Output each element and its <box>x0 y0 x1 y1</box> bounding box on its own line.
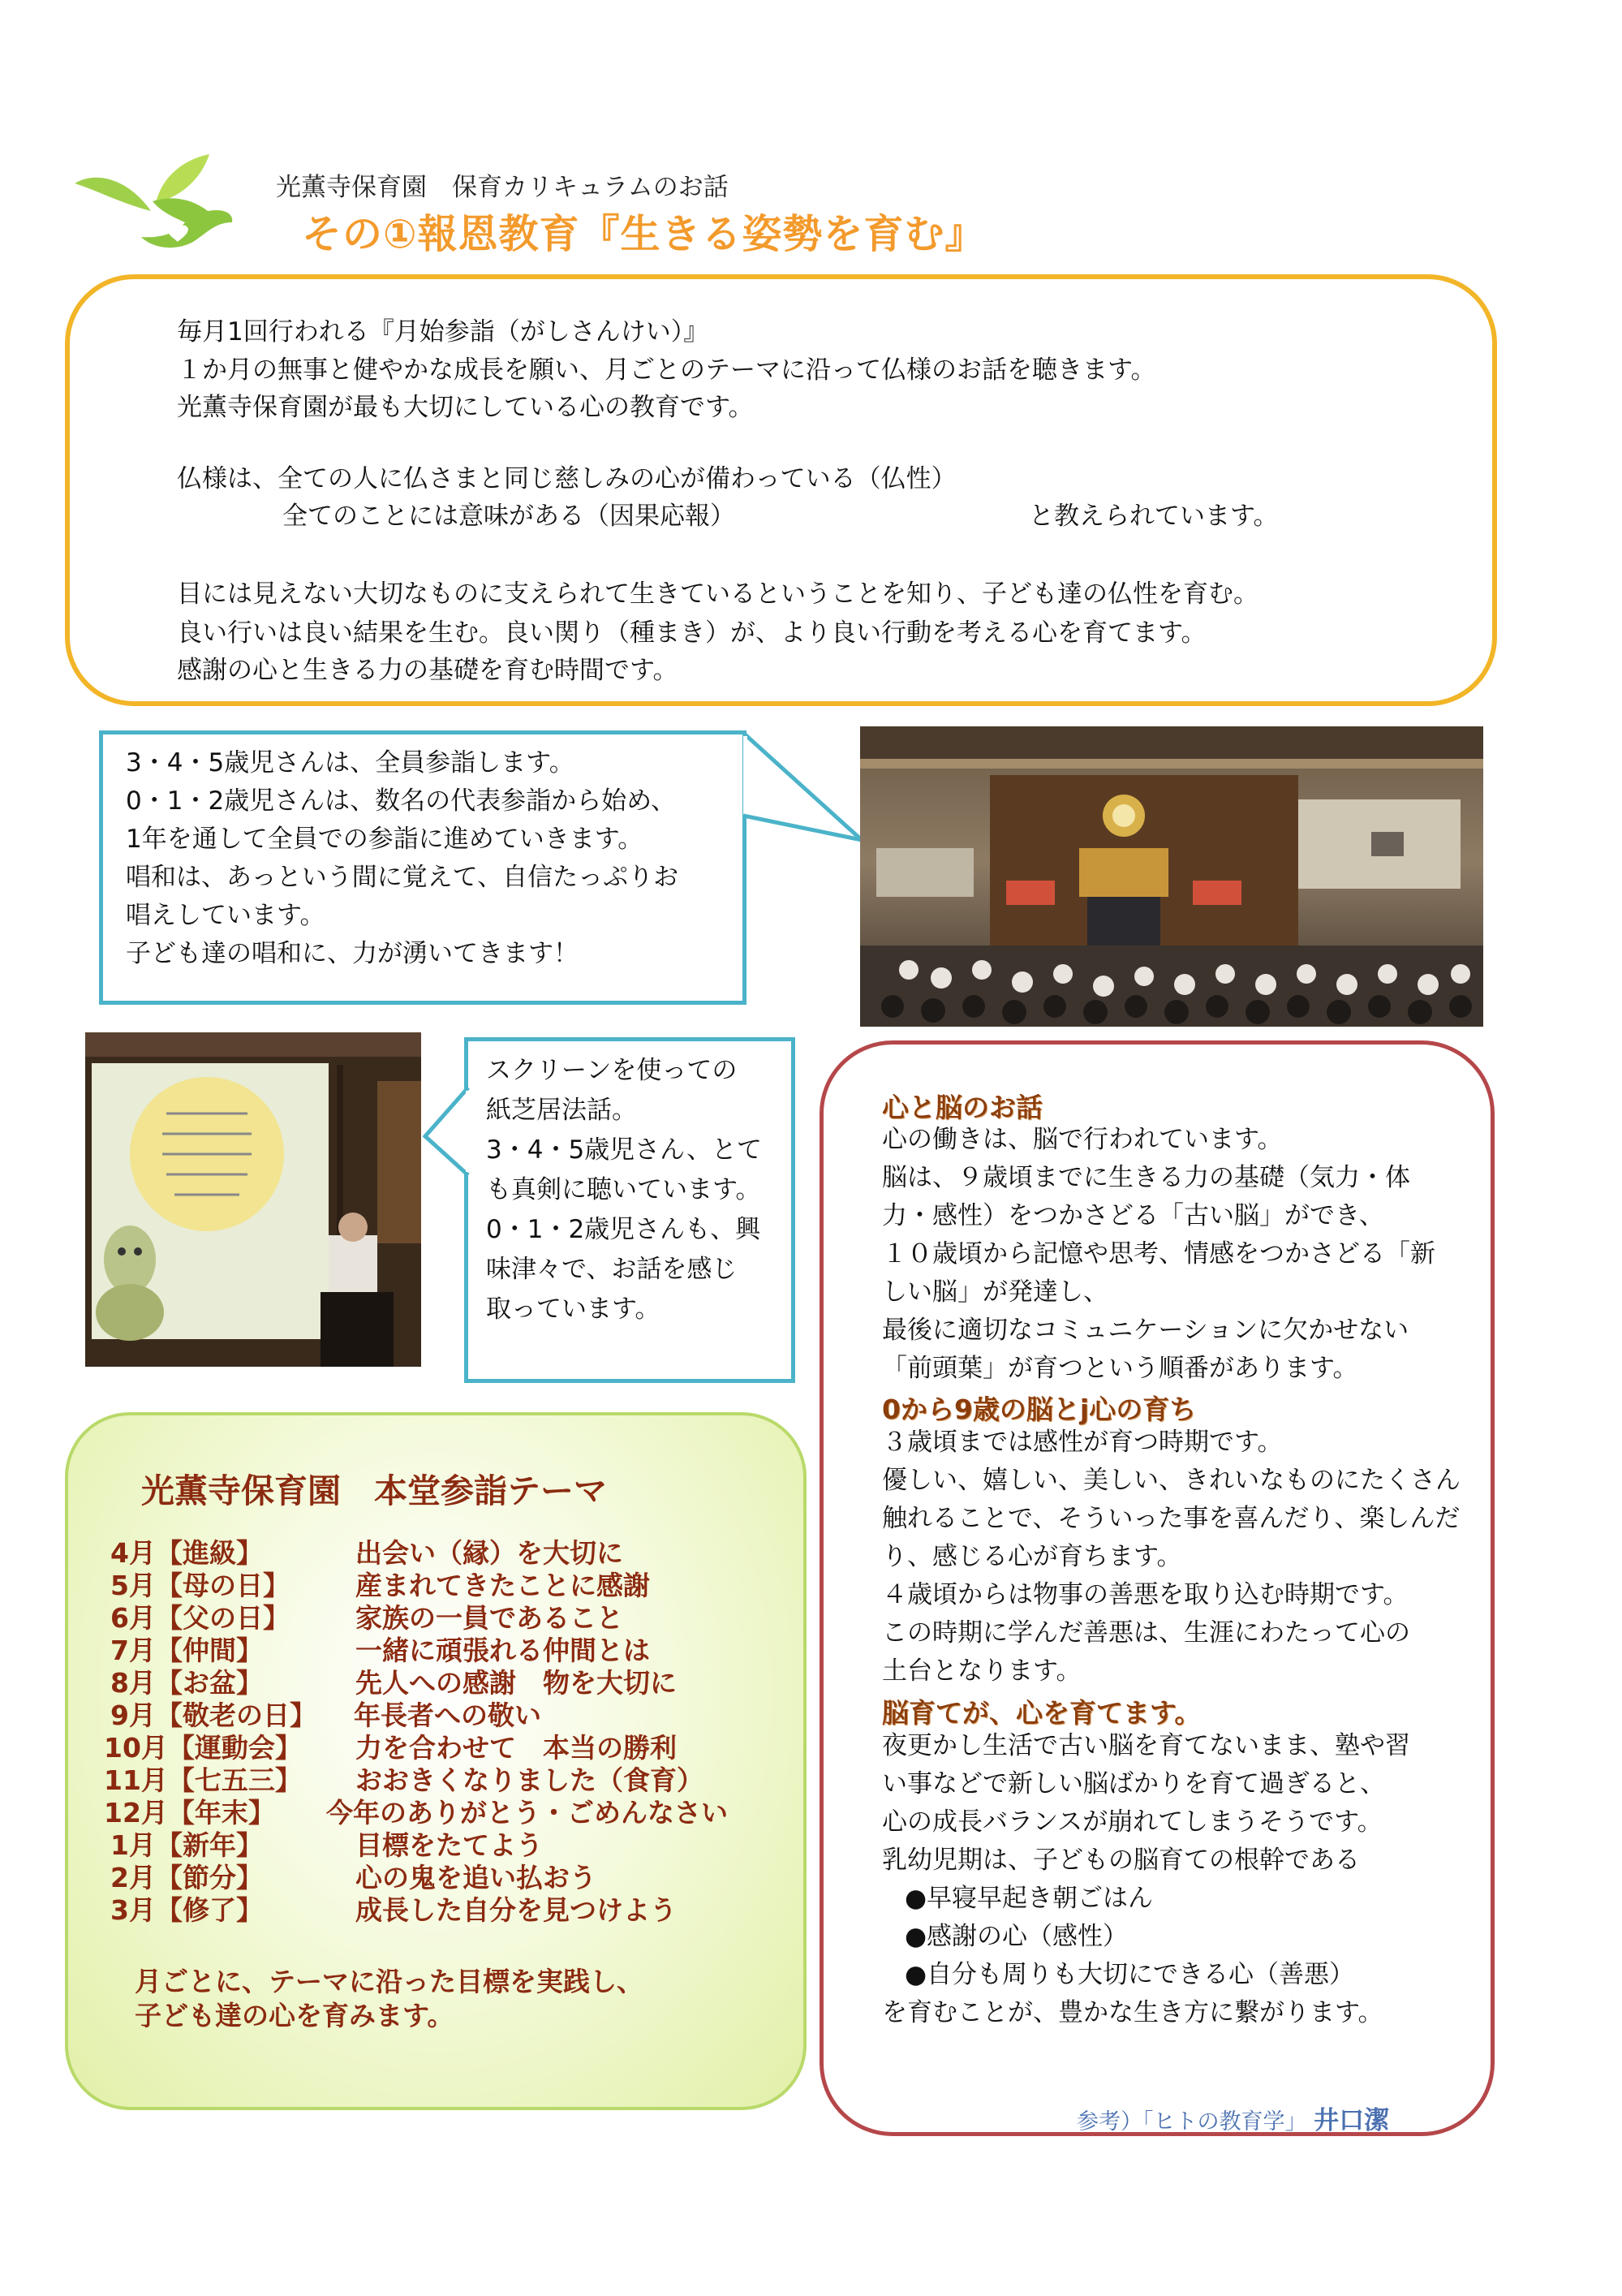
intro-line: と教えられています。 <box>1029 502 1279 531</box>
section-heading: 脳育てが、心を育てます。 <box>882 1697 1202 1729</box>
heart-brain-box <box>820 1040 1495 2136</box>
body-line: り、感じる心が育ちます。 <box>882 1542 1182 1571</box>
body-line: 土台となります。 <box>882 1656 1082 1686</box>
body-line: 最後に適切なコミュニケーションに欠かせない <box>882 1316 1409 1345</box>
theme-footer-line: 月ごとに、テーマに沿った目標を実践し、 <box>135 1966 643 1997</box>
theme-month: 6月【父の日】 <box>110 1602 290 1634</box>
bullet-item: ●早寝早起き朝ごはん <box>905 1884 1154 1913</box>
theme-text: 先人への感謝 物を大切に <box>355 1667 677 1699</box>
body-line: 心の働きは、脳で行われています。 <box>882 1125 1283 1154</box>
page-title: その①報恩教育『生きる姿勢を育む』 <box>302 211 986 257</box>
callout-line: 3・4・5歳児さんは、全員参詣します。 <box>126 748 574 778</box>
theme-month: 2月【節分】 <box>110 1862 263 1893</box>
theme-month: 4月【進級】 <box>110 1537 263 1569</box>
callout-line: 0・1・2歳児さんも、興 <box>486 1215 761 1244</box>
callout-line: スクリーンを使っての <box>486 1056 738 1085</box>
header-subtitle: 光薫寺保育園 保育カリキュラムのお話 <box>276 173 729 202</box>
body-line: い事などで新しい脳ばかりを育て過ぎると、 <box>882 1769 1385 1798</box>
body-line: 優しい、嬉しい、美しい、きれいなものにたくさん <box>882 1466 1461 1495</box>
reference-text: 参考）「ヒトの教育学」 <box>1077 2109 1307 2134</box>
body-line: ４歳頃からは物事の善悪を取り込む時期です。 <box>882 1580 1409 1609</box>
intro-line: 光薫寺保育園が最も大切にしている心の教育です。 <box>177 393 754 422</box>
intro-line: 全てのことには意味がある（因果応報） <box>282 502 735 531</box>
section-heading: 0から9歳の脳とj心の育ち <box>882 1394 1197 1425</box>
monthly-theme-box <box>65 1412 807 2110</box>
theme-text: おおきくなりました（食育） <box>355 1764 703 1796</box>
theme-text: 産まれてきたことに感謝 <box>355 1570 650 1601</box>
body-line: しい脳」が発達し、 <box>882 1277 1108 1307</box>
intro-line: １か月の無事と健やかな成長を願い、月ごとのテーマに沿って仏様のお話を聴きます。 <box>177 355 1156 385</box>
body-line: 心の成長バランスが崩れてしまうそうです。 <box>882 1807 1383 1837</box>
intro-line: 毎月1回行われる『月始参詣（がしさんけい）』 <box>177 317 709 347</box>
intro-line: 感謝の心と生きる力の基礎を育む時間です。 <box>177 656 678 685</box>
intro-box <box>65 274 1497 706</box>
bullet-item: ●感謝の心（感性） <box>905 1922 1129 1951</box>
callout-line: 子ども達の唱和に、力が湧いてきます！ <box>126 939 579 968</box>
reference-author: 井口潔 <box>1314 2106 1390 2135</box>
theme-text: 今年のありがとう・ごめんなさい <box>326 1797 728 1829</box>
theme-text: 成長した自分を見つけよう <box>355 1894 677 1926</box>
body-line: 夜更かし生活で古い脳を育てないまま、塾や習 <box>882 1731 1410 1760</box>
callout-screen-talk <box>464 1037 795 1383</box>
temple-hall-photo <box>860 726 1483 1027</box>
theme-text: 目標をたてよう <box>355 1829 543 1861</box>
body-line: １０歳頃から記憶や思考、情感をつかさどる「新 <box>882 1239 1435 1269</box>
theme-text: 出会い（縁）を大切に <box>355 1537 623 1569</box>
theme-month: 5月【母の日】 <box>110 1570 290 1601</box>
body-line: 「前頭葉」が育つという順番があります。 <box>882 1354 1358 1383</box>
callout-line: 取っています。 <box>486 1294 660 1324</box>
reference-note <box>1077 2100 1389 2136</box>
theme-footer-line: 子ども達の心を育みます。 <box>135 2000 454 2031</box>
callout-pointer-icon <box>743 726 865 872</box>
leaf-bird-logo-icon <box>71 154 234 252</box>
body-line: ３歳頃までは感性が育つ時期です。 <box>882 1428 1283 1457</box>
theme-title: 光薫寺保育園 本堂参詣テーマ <box>141 1471 607 1510</box>
theme-text: 家族の一員であること <box>355 1602 623 1634</box>
intro-line: 良い行いは良い結果を生む。良い関り（種まき）が、より良い行動を考える心を育てます。 <box>177 618 1207 648</box>
body-line: 乳幼児期は、子どもの脳育ての根幹である <box>882 1846 1360 1875</box>
theme-month: 10月【運動会】 <box>104 1732 302 1764</box>
theme-text: 力を合わせて 本当の勝利 <box>355 1732 677 1764</box>
intro-line: 目には見えない大切なものに支えられて生きているということを知り、子ども達の仏性を育む。 <box>177 579 1258 609</box>
callout-line: 3・4・5歳児さん、とて <box>486 1135 763 1165</box>
theme-month: 11月【七五三】 <box>104 1764 302 1796</box>
theme-month: 7月【仲間】 <box>110 1635 263 1666</box>
callout-line: 1年を通して全員での参詣に進めていきます。 <box>126 825 643 854</box>
theme-text: 心の鬼を追い払おう <box>355 1862 596 1893</box>
theme-month: 8月【お盆】 <box>110 1667 263 1699</box>
intro-line: 仏様は、全ての人に仏さまと同じ慈しみの心が備わっている（仏性） <box>177 464 957 493</box>
callout-line: も真剣に聴いています。 <box>486 1175 761 1204</box>
callout-line: 唱和は、あっという間に覚えて、自信たっぷりお <box>126 863 679 892</box>
body-line: 脳は、９歳頃までに生きる力の基礎（気力・体 <box>882 1163 1410 1192</box>
callout-line: 紙芝居法話。 <box>486 1096 637 1125</box>
section-heading: 心と脳のお話 <box>882 1092 1043 1123</box>
callout-line: 0・1・2歳児さんは、数名の代表参詣から始め、 <box>126 786 676 816</box>
callout-pointer-icon <box>422 1079 471 1185</box>
theme-month: 9月【敬老の日】 <box>110 1699 316 1731</box>
callout-participation <box>99 730 746 1005</box>
theme-month: 1月【新年】 <box>110 1829 263 1861</box>
body-line: この時期に学んだ善悪は、生涯にわたって心の <box>882 1618 1410 1648</box>
body-line: 触れることで、そういった事を喜んだり、楽しんだ <box>882 1504 1461 1533</box>
callout-line: 味津々で、お話を感じ <box>486 1255 738 1284</box>
body-line: 力・感性）をつかさどる「古い脳」ができ、 <box>882 1201 1384 1230</box>
theme-text: 年長者への敬い <box>354 1699 541 1731</box>
theme-month: 12月【年末】 <box>104 1797 275 1829</box>
bullet-item: ●自分も周りも大切にできる心（善悪） <box>905 1960 1355 1989</box>
screen-talk-photo <box>85 1032 421 1367</box>
callout-line: 唱えしています。 <box>126 901 325 930</box>
theme-text: 一緒に頑張れる仲間とは <box>355 1635 650 1666</box>
theme-month: 3月【修了】 <box>110 1894 263 1926</box>
closing-line: を育むことが、豊かな生き方に繋がります。 <box>882 1998 1383 2027</box>
